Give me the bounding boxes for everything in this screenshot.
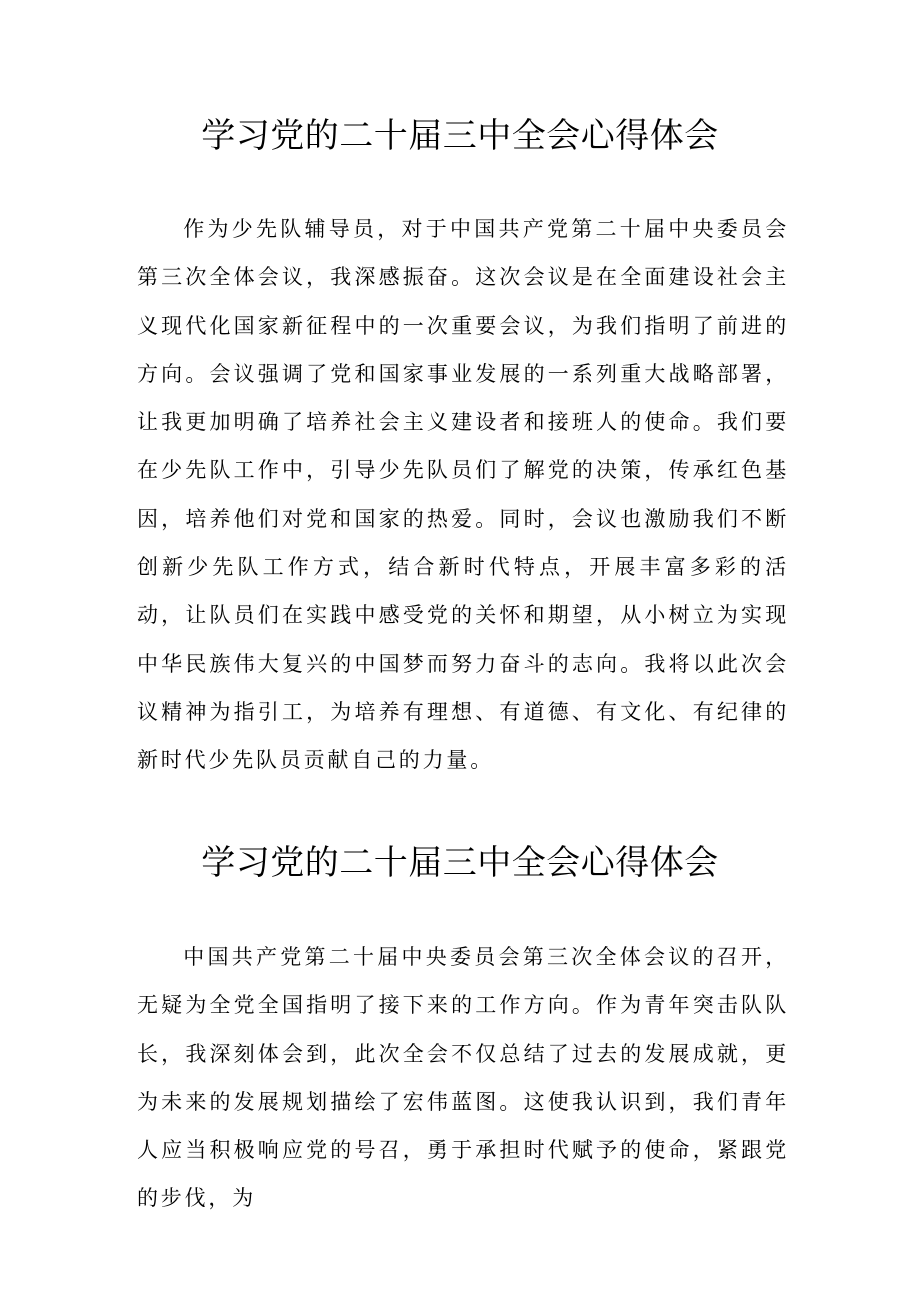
section-1-title: 学习党的二十届三中全会心得体会 [201,116,719,156]
section-2-paragraph: 中国共产党第二十届中央委员会第三次全体会议的召开，无疑为全党全国指明了接下来的工作方向。作为青年突击队队长，我深刻体会到，此次全会不仅总结了过去的发展成就，更为未来的发展规划描绘了宏伟蓝图。这使我认识到，我们青年人应当积极响应党的号召，勇于承担时代赋予的使命，紧跟党的步伐，为 [137,945,789,1211]
section-2-title: 学习党的二十届三中全会心得体会 [201,843,719,883]
section-1-paragraph: 作为少先队辅导员，对于中国共产党第二十届中央委员会第三次全体会议，我深感振奋。这次会议是在全面建设社会主义现代化国家新征程中的一次重要会议，为我们指明了前进的方向。会议强调了党和国家事业发展的一系列重大战略部署，让我更加明确了培养社会主义建设者和接班人的使命。我们要在少先队工作中，引导少先队员们了解党的决策，传承红色基因，培养他们对党和国家的热爱。同时，会议也激励我们不断创新少先队工作方式，结合新时代特点，开展丰富多彩的活动，让队员们在实践中感受党的关怀和期望，从小树立为实现中华民族伟大复兴的中国梦而努力奋斗的志向。我将以此次会议精神为指引工，为培养有理想、有道德、有文化、有纪律的新时代少先队员贡献自己的力量。 [137,217,789,773]
